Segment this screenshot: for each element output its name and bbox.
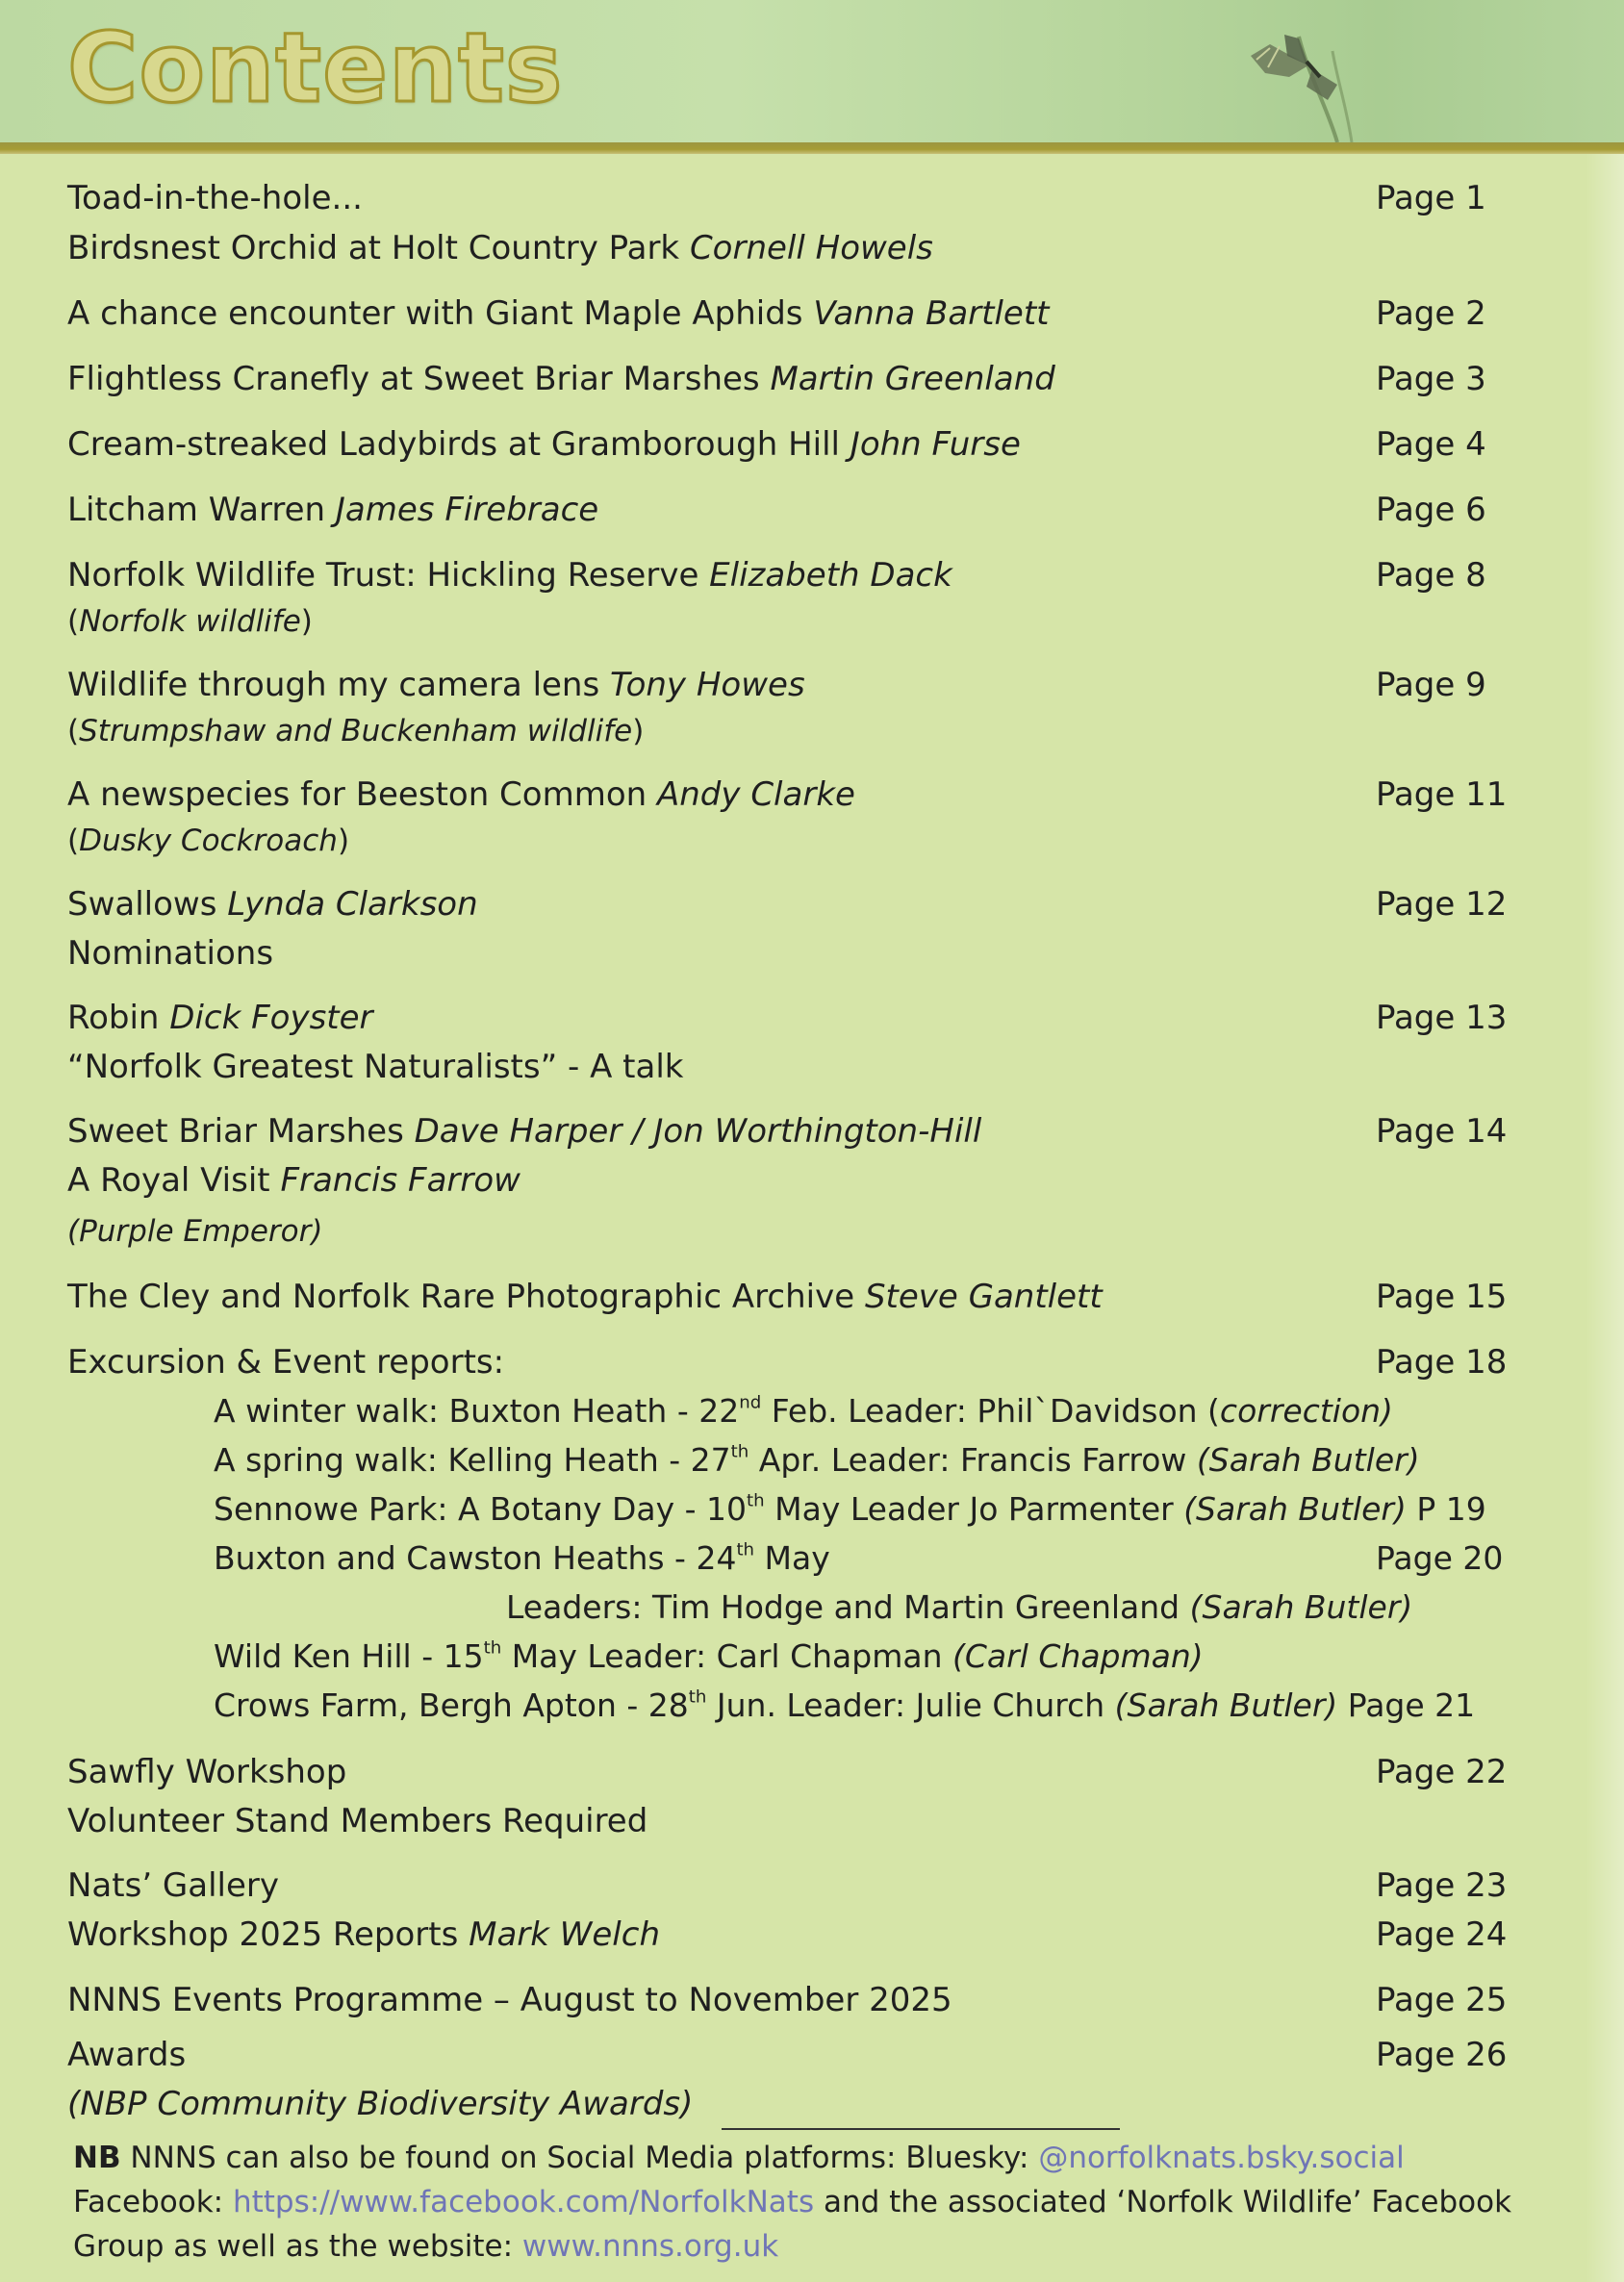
entry-title: “Norfolk Greatest Naturalists” - A talk: [67, 1048, 684, 1086]
date-suffix: th: [688, 1686, 707, 1708]
paren-open: (: [67, 604, 80, 639]
entry-author: Vanna Bartlett: [813, 294, 1050, 333]
toc-entry: [0, 2030, 1624, 2080]
page-title: Contents: [67, 12, 564, 124]
entry-title: A newspecies for Beeston Common: [67, 775, 657, 814]
report-page: Page 21: [1337, 1686, 1476, 1724]
entry-subtitle: (NBP Community Biodiversity Awards): [67, 2085, 694, 2123]
entry-author: Martin Greenland: [770, 360, 1055, 398]
entry-title: A chance encounter with Giant Maple Aphids: [67, 294, 814, 333]
report-text: Wild Ken Hill - 15: [214, 1637, 484, 1675]
toc-entry: [0, 928, 1624, 978]
entry-page: Page 11: [1376, 775, 1508, 814]
report-page: Page 20: [1376, 1539, 1504, 1577]
entry-title: Swallows: [67, 885, 228, 924]
toc-entry: [0, 485, 1624, 535]
toc-entry: [0, 660, 1624, 710]
report-leader: Apr. Leader: Francis Farrow: [749, 1441, 1197, 1479]
report-entry: [0, 1583, 1624, 1633]
entry-page: Page 6: [1376, 491, 1486, 529]
report-author: (Carl Chapman): [952, 1637, 1204, 1675]
toc-entry-subtitle: [0, 1206, 1624, 1256]
footer-text: Group as well as the website:: [73, 2229, 522, 2264]
entry-author: Andy Clarke: [657, 775, 855, 814]
entry-title: A Royal Visit: [67, 1161, 281, 1200]
toc-entry: [0, 1975, 1624, 2025]
entry-title: Birdsnest Orchid at Holt Country Park: [67, 229, 690, 267]
report-text: Buxton and Cawston Heaths - 24: [214, 1539, 737, 1577]
paren-open: (: [67, 824, 80, 858]
entry-page: Page 24: [1376, 1915, 1508, 1954]
entry-author: Lynda Clarkson: [227, 885, 478, 924]
report-entry: [0, 1435, 1624, 1485]
entry-title: Excursion & Event reports:: [67, 1343, 505, 1382]
entry-page: Page 1: [1376, 179, 1486, 217]
date-suffix: th: [730, 1441, 749, 1462]
entry-subtitle: Dusky Cockroach: [79, 824, 338, 858]
entry-subtitle: Strumpshaw and Buckenham wildlife: [79, 714, 633, 748]
toc-entry-subtitle: [0, 816, 1624, 866]
report-author: (Sarah Butler): [1196, 1441, 1420, 1479]
toc-entry: [0, 289, 1624, 339]
footer-line-1: [73, 2136, 1405, 2180]
toc-entry: [0, 1042, 1624, 1092]
toc-entry: [0, 1747, 1624, 1797]
entry-page: Page 9: [1376, 666, 1486, 704]
entry-title: Sweet Briar Marshes: [67, 1112, 415, 1151]
paren-close: ): [337, 824, 350, 858]
entry-page: Page 15: [1376, 1278, 1508, 1316]
entry-page: Page 26: [1376, 2036, 1508, 2074]
report-text: Sennowe Park: A Botany Day - 10: [214, 1490, 748, 1528]
report-page: P 19: [1406, 1490, 1486, 1528]
entry-page: Page 13: [1376, 999, 1508, 1037]
entry-title: Robin: [67, 999, 170, 1037]
report-author: (Sarah Butler): [1114, 1686, 1338, 1724]
entry-author: James Firebrace: [335, 491, 599, 529]
toc-entry: [0, 1861, 1624, 1911]
footer-line-2: [73, 2180, 1511, 2224]
entry-title: The Cley and Norfolk Rare Photographic Archive: [67, 1278, 865, 1316]
entry-author: Tony Howes: [610, 666, 805, 704]
butterfly-illustration: [1193, 17, 1385, 142]
entry-author: Francis Farrow: [280, 1161, 520, 1200]
entry-page: Page 23: [1376, 1866, 1508, 1905]
toc-entry: [0, 354, 1624, 404]
toc-entry: [0, 993, 1624, 1043]
report-leader: Jun. Leader: Julie Church: [706, 1686, 1115, 1724]
entry-title: Flightless Cranefly at Sweet Briar Marshes: [67, 360, 771, 398]
toc-entry: [0, 173, 1624, 223]
toc-entry: [0, 550, 1624, 600]
report-author: (Sarah Butler): [1189, 1588, 1413, 1626]
entry-title: Nats’ Gallery: [67, 1866, 280, 1905]
date-suffix: th: [483, 1637, 502, 1659]
report-text: A spring walk: Kelling Heath - 27: [214, 1441, 731, 1479]
paren-close: ): [632, 714, 645, 748]
entry-author: John Furse: [850, 425, 1021, 464]
bluesky-link[interactable]: @norfolknats.bsky.social: [1038, 2141, 1405, 2175]
toc-entry: [0, 770, 1624, 820]
entry-author: Cornell Howels: [689, 229, 933, 267]
entry-title: Litcham Warren: [67, 491, 336, 529]
report-text: Leaders: Tim Hodge and Martin Greenland: [506, 1588, 1190, 1626]
report-leader: May: [754, 1539, 830, 1577]
date-suffix: nd: [739, 1392, 762, 1413]
footer-divider: [722, 2128, 1120, 2130]
date-suffix: th: [736, 1539, 755, 1560]
paren-open: (: [67, 714, 80, 748]
date-suffix: th: [747, 1490, 765, 1511]
facebook-label: Facebook:: [73, 2185, 233, 2219]
entry-title: Volunteer Stand Members Required: [67, 1802, 648, 1840]
entry-title: Awards: [67, 2036, 187, 2074]
entry-page: Page 8: [1376, 556, 1486, 595]
entry-title: Sawfly Workshop: [67, 1753, 347, 1791]
toc-entry: [0, 223, 1624, 273]
entry-author: Elizabeth Dack: [709, 556, 952, 595]
nb-label: NB: [73, 2141, 121, 2175]
entry-subtitle: (Purple Emperor): [67, 1214, 323, 1249]
paren-close: ): [300, 604, 313, 639]
entry-page: Page 14: [1376, 1112, 1508, 1151]
entry-title: Norfolk Wildlife Trust: Hickling Reserve: [67, 556, 710, 595]
toc-entry: [0, 1106, 1624, 1156]
toc-entry: [0, 1796, 1624, 1846]
report-leader: Feb. Leader: Phil`Davidson (: [761, 1392, 1220, 1430]
toc-entry-subtitle: [0, 706, 1624, 756]
entry-page: Page 18: [1376, 1343, 1508, 1382]
entry-page: Page 4: [1376, 425, 1486, 464]
toc-entry: [0, 879, 1624, 929]
toc-entry: [0, 1272, 1624, 1322]
report-leader: May Leader: Carl Chapman: [501, 1637, 952, 1675]
report-author: correction): [1219, 1392, 1393, 1430]
footer-text: NNNS can also be found on Social Media platforms: Bluesky:: [120, 2141, 1039, 2175]
entry-page: Page 12: [1376, 885, 1508, 924]
toc-entry: [0, 1155, 1624, 1205]
toc-entry-subtitle: [0, 596, 1624, 647]
entry-subtitle: Norfolk wildlife: [79, 604, 301, 639]
entry-page: Page 22: [1376, 1753, 1508, 1791]
header-divider: [0, 142, 1624, 154]
entry-title: NNNS Events Programme – August to November 2025: [67, 1981, 952, 2019]
report-entry: [0, 1386, 1624, 1436]
toc-entry: [0, 1337, 1624, 1387]
report-entry: [0, 1484, 1624, 1534]
report-entry: [0, 1681, 1624, 1731]
facebook-link[interactable]: https://www.facebook.com/NorfolkNats: [232, 2185, 815, 2219]
footer-line-3: [73, 2224, 778, 2269]
entry-author: Dick Foyster: [169, 999, 373, 1037]
report-entry: [0, 1534, 1624, 1584]
toc-entry: [0, 1910, 1624, 1960]
entry-title: Cream-streaked Ladybirds at Gramborough Hill: [67, 425, 850, 464]
report-text: A winter walk: Buxton Heath - 22: [214, 1392, 740, 1430]
entry-title: Toad-in-the-hole...: [67, 179, 363, 217]
entry-title: Wildlife through my camera lens: [67, 666, 611, 704]
toc-entry: [0, 419, 1624, 469]
entry-title: Workshop 2025 Reports: [67, 1915, 469, 1954]
entry-author: Dave Harper / Jon Worthington-Hill: [414, 1112, 982, 1151]
entry-page: Page 25: [1376, 1981, 1508, 2019]
report-author: (Sarah Butler): [1183, 1490, 1407, 1528]
entry-title: Nominations: [67, 934, 274, 973]
toc-entry-subtitle: [0, 2079, 1624, 2129]
report-leader: May Leader Jo Parmenter: [764, 1490, 1184, 1528]
footer-text: and the associated ‘Norfolk Wildlife’ Facebook: [814, 2185, 1512, 2219]
website-link[interactable]: www.nnns.org.uk: [521, 2229, 779, 2264]
entry-page: Page 3: [1376, 360, 1486, 398]
entry-page: Page 2: [1376, 294, 1486, 333]
report-text: Crows Farm, Bergh Apton - 28: [214, 1686, 689, 1724]
entry-author: Steve Gantlett: [864, 1278, 1103, 1316]
entry-author: Mark Welch: [469, 1915, 660, 1954]
report-entry: [0, 1632, 1624, 1682]
